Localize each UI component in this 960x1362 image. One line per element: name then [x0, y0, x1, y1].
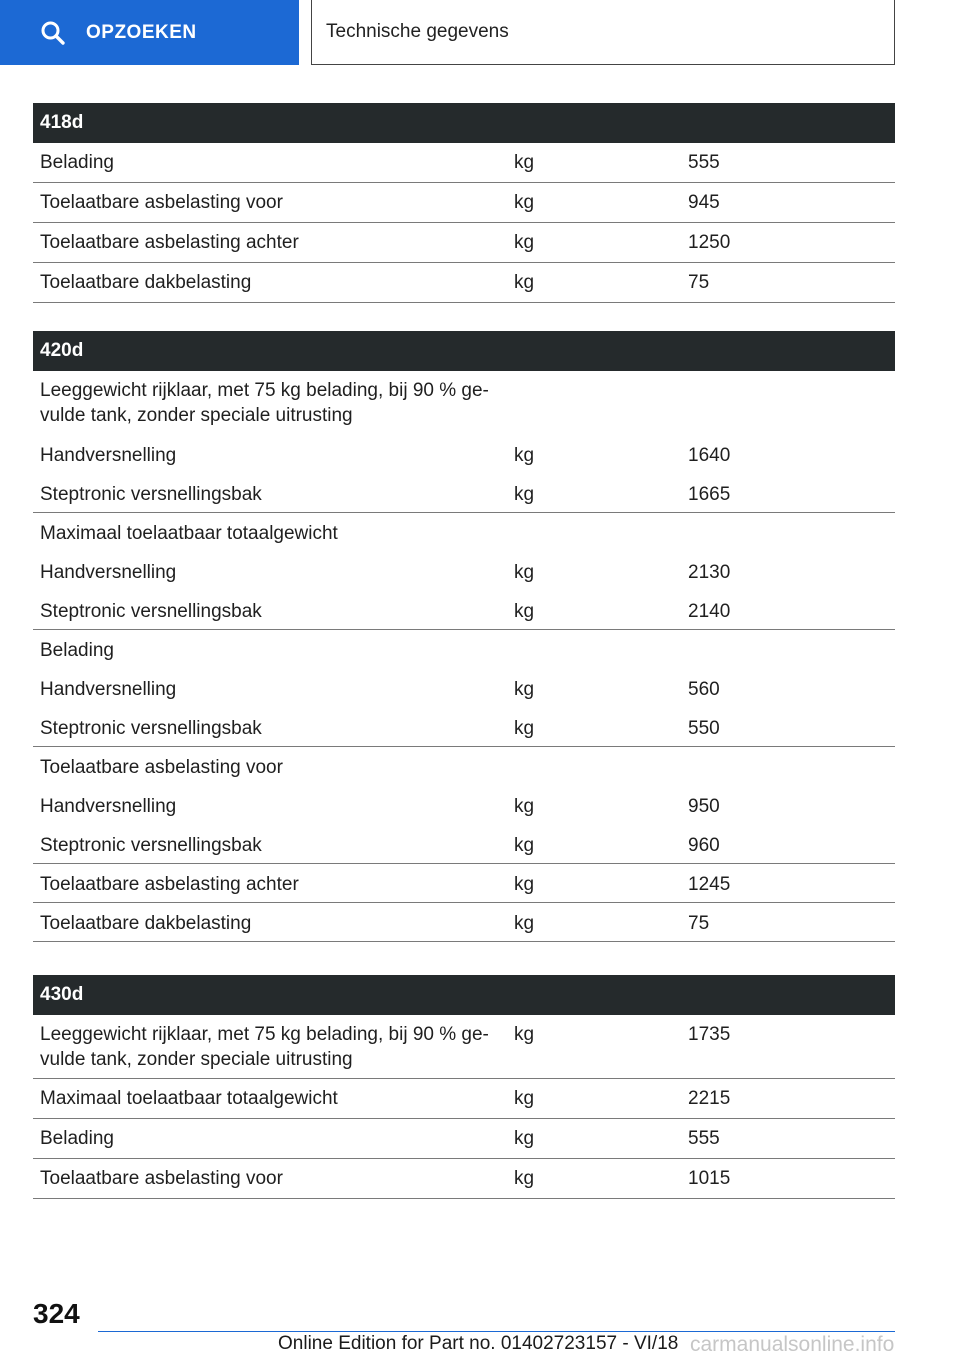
- row-value: 1250: [688, 232, 731, 253]
- row-unit: kg: [514, 1128, 535, 1149]
- row-value: 1735: [688, 1024, 731, 1045]
- table-row: [33, 435, 895, 474]
- row-label: Steptronic versnellingsbak: [40, 718, 262, 739]
- row-label: Toelaatbare asbelasting voor: [40, 1168, 283, 1189]
- row-label: Toelaatbare asbelasting voor: [40, 192, 283, 213]
- row-value: 550: [688, 718, 720, 739]
- row-unit: kg: [514, 1088, 535, 1109]
- spec-table-430d: [33, 975, 895, 1199]
- row-label: Steptronic versnellingsbak: [40, 601, 262, 622]
- table-row: [33, 1015, 895, 1079]
- row-label: Toelaatbare asbelasting achter: [40, 232, 299, 253]
- row-value: 1665: [688, 484, 731, 505]
- row-value: 1245: [688, 874, 731, 895]
- row-label: Belading: [40, 152, 114, 173]
- table-row: [33, 786, 895, 825]
- row-label: Steptronic versnellingsbak: [40, 484, 262, 505]
- model-name: 418d: [40, 112, 84, 133]
- row-unit: kg: [514, 874, 535, 895]
- table-row: [33, 825, 895, 864]
- row-value: 950: [688, 796, 720, 817]
- spec-table-420d: [33, 331, 895, 942]
- table-row: [33, 1159, 895, 1199]
- row-unit: kg: [514, 718, 535, 739]
- row-unit: kg: [514, 272, 535, 293]
- row-unit: kg: [514, 1024, 535, 1045]
- row-unit: kg: [514, 445, 535, 466]
- row-label: Handversnelling: [40, 562, 177, 583]
- row-value: 75: [688, 272, 710, 293]
- section-title-tab[interactable]: [311, 0, 895, 65]
- row-label: Toelaatbare asbelasting voor: [40, 757, 283, 778]
- table-row: [33, 263, 895, 303]
- row-value: 2140: [688, 601, 731, 622]
- row-label: Handversnelling: [40, 679, 177, 700]
- footer-divider: [98, 1331, 895, 1332]
- row-unit: kg: [514, 232, 535, 253]
- row-label: Toelaatbare dakbelasting: [40, 913, 252, 934]
- row-label: Leeggewicht rijklaar, met 75 kg belading, bij 90 % ge-vulde tank, zonder speciale uitrusting: [40, 1024, 489, 1070]
- table-row: [33, 143, 895, 183]
- row-label: Toelaatbare dakbelasting: [40, 272, 252, 293]
- edition-text: Online Edition for Part no. 01402723157 - VI/18: [278, 1333, 679, 1354]
- page-number: 324: [33, 1298, 80, 1329]
- row-unit: kg: [514, 152, 535, 173]
- table-row: [33, 1119, 895, 1159]
- row-label: Belading: [40, 1128, 114, 1149]
- row-label: Handversnelling: [40, 445, 177, 466]
- table-row: [33, 591, 895, 630]
- table-row: [33, 669, 895, 708]
- table-header: [33, 975, 895, 1015]
- row-value: 945: [688, 192, 720, 213]
- table-row: [33, 708, 895, 747]
- table-row: [33, 513, 895, 552]
- row-value: 75: [688, 913, 710, 934]
- search-label: OPZOEKEN: [86, 21, 197, 43]
- table-row: [33, 474, 895, 513]
- search-button[interactable]: [0, 0, 299, 65]
- row-unit: kg: [514, 835, 535, 856]
- row-unit: kg: [514, 796, 535, 817]
- top-bar: [0, 0, 960, 66]
- watermark: carmanualsonline.info: [690, 1333, 895, 1356]
- model-name: 420d: [40, 340, 84, 361]
- section-title: Technische gegevens: [326, 21, 509, 42]
- table-row: [33, 630, 895, 669]
- row-label: Belading: [40, 640, 114, 661]
- table-header: [33, 331, 895, 371]
- table-row: [33, 371, 895, 435]
- table-row: [33, 903, 895, 942]
- row-label: Steptronic versnellingsbak: [40, 835, 262, 856]
- row-unit: kg: [514, 1168, 535, 1189]
- row-unit: kg: [514, 601, 535, 622]
- row-value: 1640: [688, 445, 731, 466]
- row-value: 560: [688, 679, 720, 700]
- row-unit: kg: [514, 192, 535, 213]
- row-label: Leeggewicht rijklaar, met 75 kg belading, bij 90 % ge-vulde tank, zonder speciale uitrusting: [40, 380, 489, 426]
- table-row: [33, 552, 895, 591]
- model-name: 430d: [40, 984, 84, 1005]
- row-value: 555: [688, 152, 720, 173]
- row-label: Handversnelling: [40, 796, 177, 817]
- table-row: [33, 747, 895, 786]
- table-row: [33, 223, 895, 263]
- row-unit: kg: [514, 484, 535, 505]
- table-row: [33, 1079, 895, 1119]
- row-unit: kg: [514, 679, 535, 700]
- row-value: 1015: [688, 1168, 731, 1189]
- table-header: [33, 103, 895, 143]
- search-icon: [40, 20, 66, 46]
- spec-table-418d: [33, 103, 895, 303]
- row-label: Maximaal toelaatbaar totaalgewicht: [40, 523, 338, 544]
- row-value: 960: [688, 835, 720, 856]
- row-unit: kg: [514, 913, 535, 934]
- table-row: [33, 864, 895, 903]
- row-label: Toelaatbare asbelasting achter: [40, 874, 299, 895]
- row-value: 2215: [688, 1088, 731, 1109]
- row-label: Maximaal toelaatbaar totaalgewicht: [40, 1088, 338, 1109]
- table-row: [33, 183, 895, 223]
- row-value: 555: [688, 1128, 720, 1149]
- row-unit: kg: [514, 562, 535, 583]
- row-value: 2130: [688, 562, 731, 583]
